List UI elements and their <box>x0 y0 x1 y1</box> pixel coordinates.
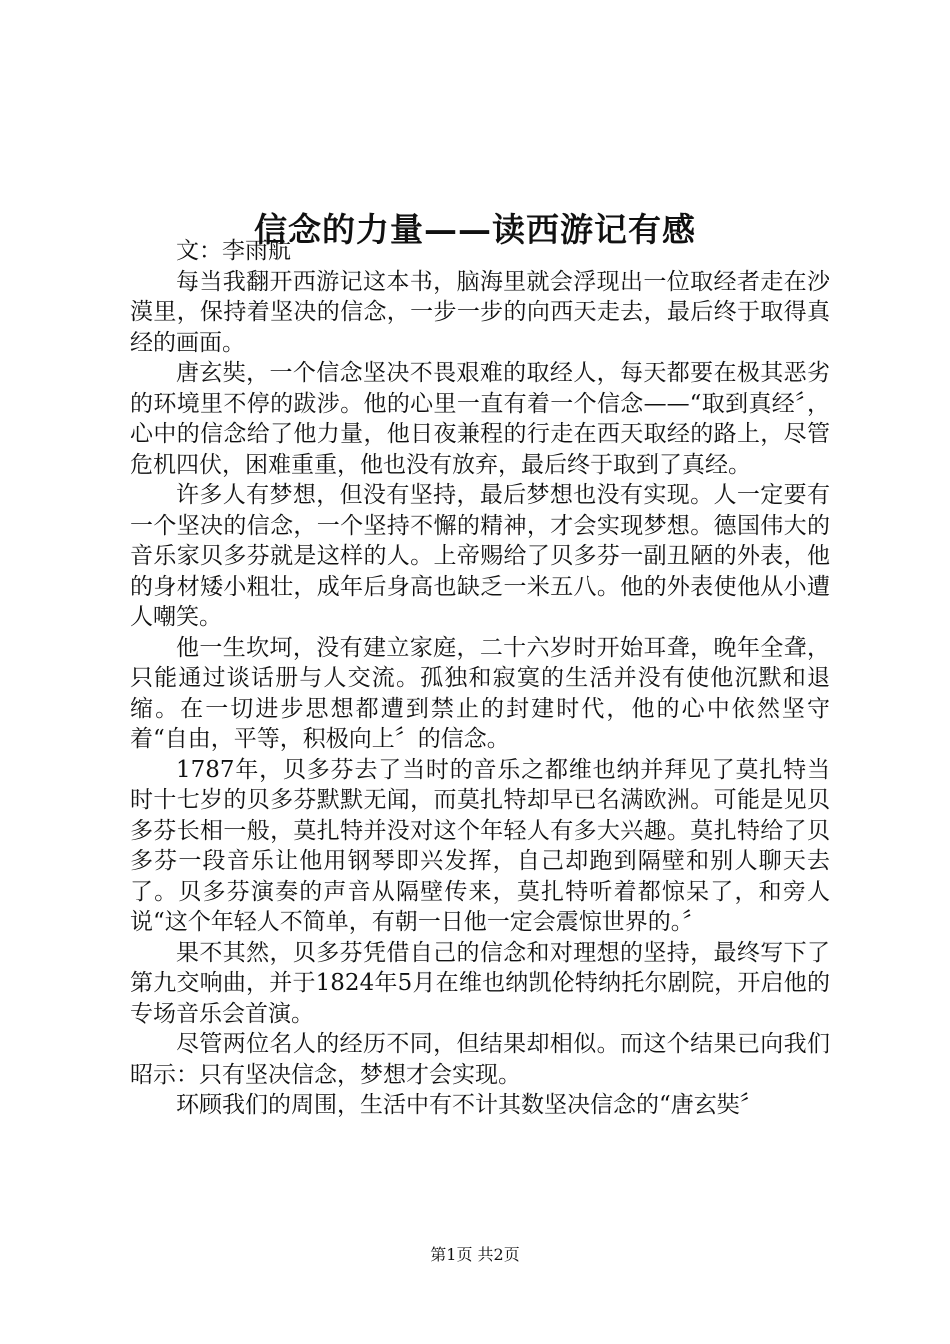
paragraph: 唐玄奘，一个信念坚决不畏艰难的取经人，每天都要在极其恶劣的环境里不停的跋涉。他的心里一直有着一个信念——“取到真经〞，心中的信念给了他力量，他日夜兼程的行走在西天取经的路上，尽管危机四伏，困难重重，他也没有放弃，最后终于取到了真经。 <box>130 360 830 478</box>
paragraph: 每当我翻开西游记这本书，脑海里就会浮现出一位取经者走在沙漠里，保持着坚决的信念，一步一步的向西天走去，最后终于取得真经的画面。 <box>130 268 830 356</box>
page-indicator: 第1页 共2页 <box>430 1245 520 1264</box>
paragraph: 1787年，贝多芬去了当时的音乐之都维也纳并拜见了莫扎特当时十七岁的贝多芬默默无闻，而莫扎特却早已名满欧洲。可能是见贝多芬长相一般，莫扎特并没对这个年轻人有多大兴趣。莫扎特给了贝多芬一段音乐让他用钢琴即兴发挥，自己却跑到隔壁和别人聊天去了。贝多芬演奏的声音从隔壁传来，莫扎特听着都惊呆了，和旁人说“这个年轻人不简单，有朝一日他一定会震惊世界的。〞 <box>130 756 830 935</box>
paragraph: 他一生坎坷，没有建立家庭，二十六岁时开始耳聋，晚年全聋，只能通过谈话册与人交流。孤独和寂寞的生活并没有使他沉默和退缩。在一切进步思想都遭到禁止的封建时代，他的心中依然坚守着“自由，平等，积极向上〞的信念。 <box>130 634 830 752</box>
paragraph: 果不其然，贝多芬凭借自己的信念和对理想的坚持，最终写下了第九交响曲，并于1824年5月在维也纳凯伦特纳托尔剧院，开启他的专场音乐会首演。 <box>130 939 830 1027</box>
document-body <box>130 236 830 1121</box>
paragraph: 尽管两位名人的经历不同，但结果却相似。而这个结果已向我们昭示：只有坚决信念，梦想才会实现。 <box>130 1031 830 1088</box>
author-line: 文：李雨航 <box>176 238 291 264</box>
paragraph: 环顾我们的周围，生活中有不计其数坚决信念的“唐玄奘〞 <box>176 1092 763 1118</box>
document-title: 信念的力量——读西游记有感 <box>254 210 696 250</box>
paragraph: 许多人有梦想，但没有坚持，最后梦想也没有实现。人一定要有一个坚决的信念，一个坚持不懈的精神，才会实现梦想。德国伟大的音乐家贝多芬就是这样的人。上帝赐给了贝多芬一副丑陋的外表，他的身材矮小粗壮，成年后身高也缺乏一米五八。他的外表使他从小遭人嘲笑。 <box>130 482 830 630</box>
